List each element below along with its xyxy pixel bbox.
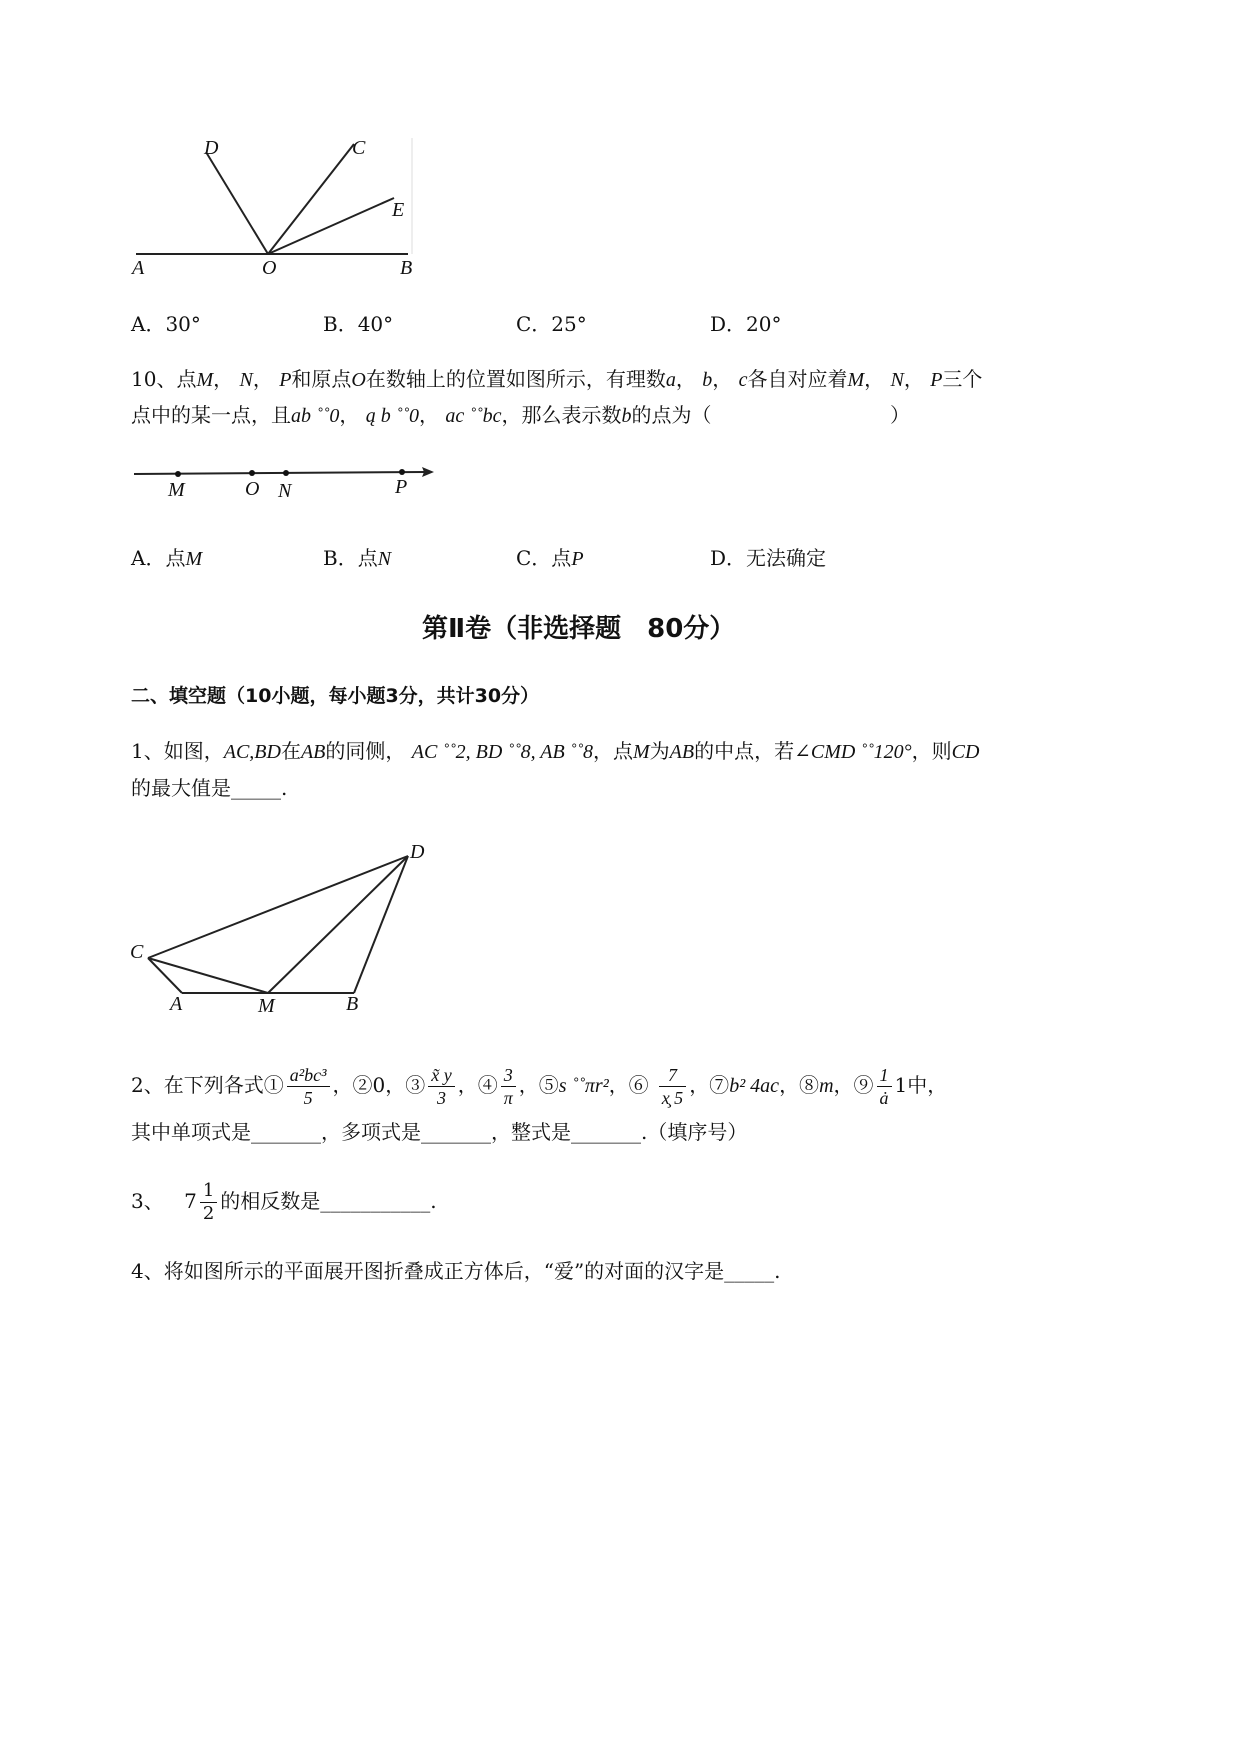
point-n <box>283 470 289 476</box>
q10-line2: 点中的某一点，且ab ˚˚0， ą b ˚˚0， ac ˚˚bc，那么表示数b的点为（ <box>131 403 712 427</box>
point-p <box>399 469 405 475</box>
fill4-line: 4、将如图所示的平面展开图折叠成正方体后，“爱”的对面的汉字是_____. <box>131 1259 781 1283</box>
section-title: 第Ⅱ卷（非选择题 80分） <box>422 614 736 644</box>
q10-answer-paren-close: ） <box>890 403 910 427</box>
q10-option-d[interactable]: D．无法确定 <box>710 546 827 570</box>
fill3-line: 3、 7 $\frac{1}{2}$ 的相反数是___________. <box>131 1180 437 1224</box>
fill2-line1: 2、在下列各式① $\frac{\text{a²bc³}}{5}$ ，②0，③ $\frac{x̃ y}{3}$ ，④ $\frac{3}{\pi}$ ，⑤s ˚˚πr²，⑥ $\frac{7}{x̧ 5}$ ，⑦b² 4ac，⑧m，⑨ $\frac{1}{ȧ}$ 1中， <box>131 1065 948 1108</box>
q9-option-b[interactable]: B．40° <box>323 312 394 336</box>
part-title: 二、填空题（10小题，每小题3分，共计30分） <box>131 685 540 707</box>
fill1-quadrilateral-figure <box>126 836 436 1022</box>
label-e: E <box>392 199 405 221</box>
label-a: A <box>170 993 183 1015</box>
label-d: D <box>204 137 219 159</box>
label-a: A <box>132 257 145 279</box>
point-m <box>175 471 181 477</box>
seg-bd <box>354 856 408 993</box>
seg-md <box>268 856 408 993</box>
q10-number-line <box>128 460 448 510</box>
point-o <box>249 470 255 476</box>
fraction-9: $\frac{1}{ȧ}$ <box>877 1064 892 1109</box>
q10-option-b[interactable]: B．点N <box>323 546 392 570</box>
ray-od <box>206 152 268 254</box>
fill1-line2: 的最大值是_____. <box>131 776 288 800</box>
q10-line1: 10、点M， N， P和原点O在数轴上的位置如图所示，有理数a， b， c各自对应着M， N， P三个 <box>131 367 983 391</box>
fraction-6: $\frac{7}{x̧ 5}$ <box>659 1064 687 1109</box>
label-o: O <box>262 257 277 279</box>
label-m: M <box>258 995 275 1017</box>
label-o: O <box>245 478 260 500</box>
label-m: M <box>168 479 185 501</box>
fraction-3: $\frac{x̃ y}{3}$ <box>428 1064 454 1109</box>
ray-oc <box>268 144 354 254</box>
label-n: N <box>278 480 292 502</box>
label-c: C <box>130 941 144 963</box>
q9-option-c[interactable]: C．25° <box>516 312 587 336</box>
q9-angle-figure <box>128 130 428 280</box>
q10-option-c[interactable]: C．点P <box>516 546 584 570</box>
fraction-4: $\frac{3}{\pi}$ <box>501 1064 516 1109</box>
q10-option-a[interactable]: A．点M <box>131 546 203 570</box>
fill2-line2: 其中单项式是_______，多项式是_______，整式是_______.（填序号） <box>131 1120 748 1144</box>
fill1-line1: 1、如图，AC,BD在AB的同侧， AC ˚˚2, BD ˚˚8, AB ˚˚8，点M为AB的中点，若∠CMD ˚˚120°，则CD <box>131 739 980 763</box>
fraction-1: $\frac{\text{a²bc³}}{5}$ <box>287 1064 330 1109</box>
label-b: B <box>346 993 359 1015</box>
label-c: C <box>352 137 366 159</box>
q9-option-a[interactable]: A．30° <box>131 312 201 336</box>
fraction-half: $\frac{1}{2}$ <box>200 1180 217 1225</box>
q9-option-d[interactable]: D．20° <box>710 312 782 336</box>
label-d: D <box>410 841 425 863</box>
seg-cd <box>148 856 408 958</box>
ray-oe <box>268 198 394 254</box>
label-b: B <box>400 257 413 279</box>
label-p: P <box>395 476 408 498</box>
